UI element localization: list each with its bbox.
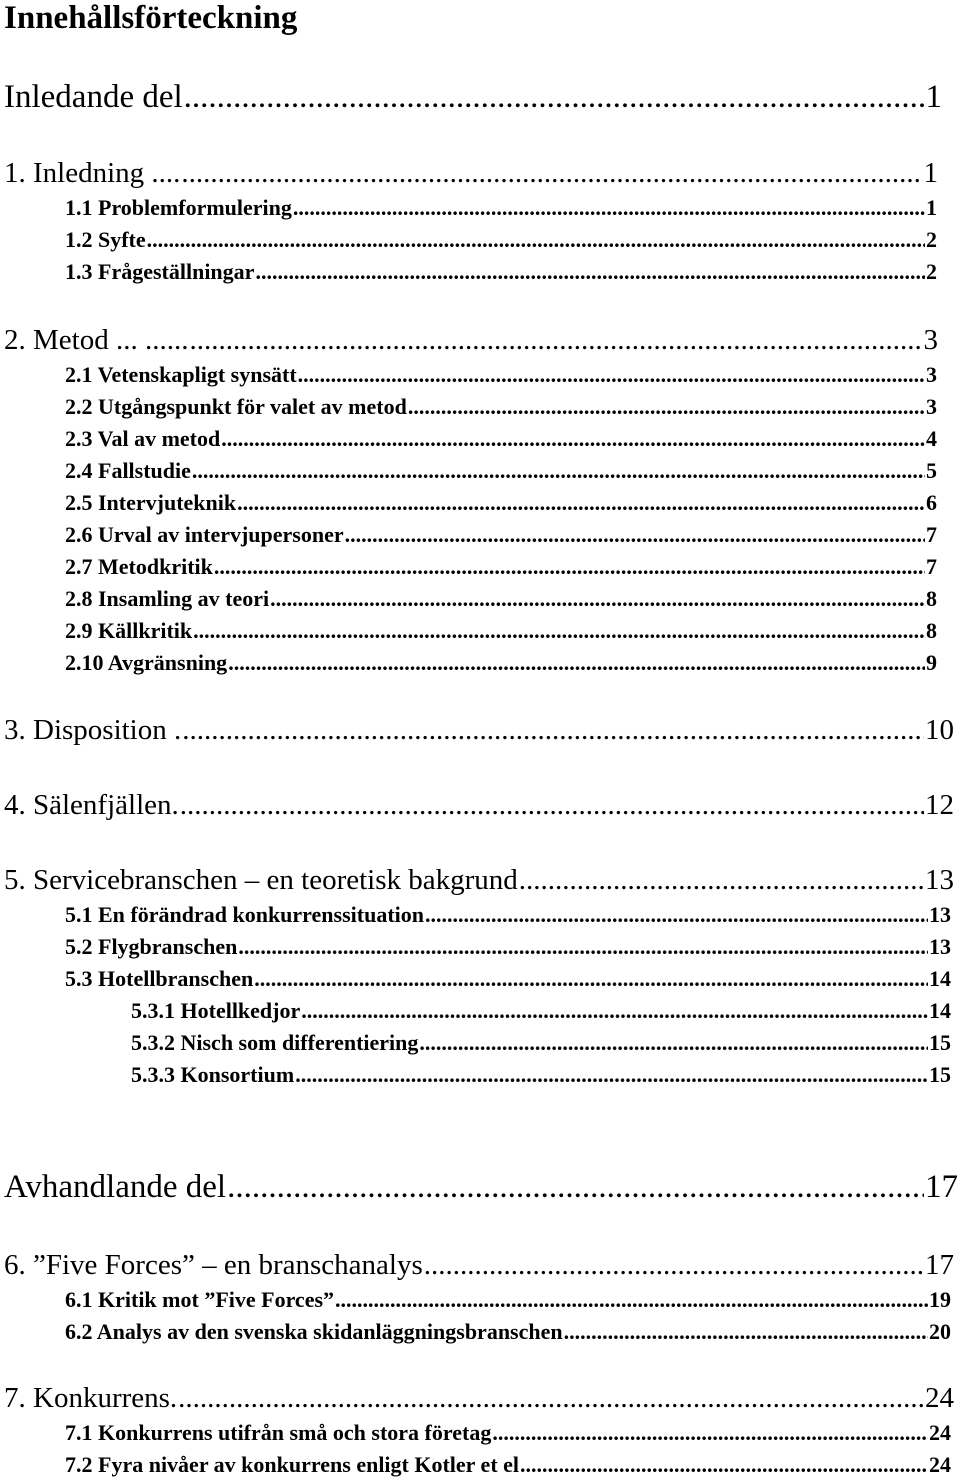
toc-entry-label: 5. Servicebranschen – en teoretisk bakgrund	[4, 864, 518, 896]
toc-entry-label: 3. Disposition .	[4, 714, 182, 746]
toc-entry-label: 6.2 Analys av den svenska skidanläggningsbranschen	[65, 1319, 563, 1344]
dot-leader	[295, 1061, 928, 1089]
toc-entry-section[interactable]	[65, 1451, 951, 1479]
toc-entry-section[interactable]	[65, 933, 951, 961]
toc-entry-label: 6. ”Five Forces” – en branschanalys	[4, 1249, 423, 1281]
toc-entry-chapter-5[interactable]	[4, 863, 954, 897]
toc-entry-label: 2.6 Urval av intervjupersoner	[65, 522, 344, 547]
toc-entry-page: 4	[926, 426, 937, 451]
toc-entry-page: 1	[926, 195, 937, 220]
toc-entry-label: 2.3 Val av metod	[65, 426, 221, 451]
toc-entry-page: 13	[925, 864, 954, 896]
toc-entry-label: Inledande del	[4, 79, 183, 115]
toc-entry-page: 8	[926, 586, 937, 611]
toc-entry-label: 2.7 Metodkritik	[65, 554, 213, 579]
toc-entry-label: 1.3 Frågeställningar	[65, 259, 255, 284]
toc-entry-page: 15	[929, 1030, 951, 1055]
toc-entry-subsection[interactable]	[131, 1029, 951, 1057]
toc-entry-part-inledande[interactable]	[4, 77, 942, 117]
toc-entry-page: 1	[925, 79, 942, 115]
toc-entry-page: 24	[929, 1452, 951, 1477]
toc-entry-label: 7. Konkurrens.	[4, 1382, 178, 1414]
toc-entry-label: 2. Metod ... ......	[4, 324, 189, 356]
toc-entry-page: 8	[926, 618, 937, 643]
toc-entry-page: 17	[925, 1169, 958, 1205]
toc-entry-page: 3	[926, 362, 937, 387]
toc-entry-section[interactable]	[65, 425, 937, 453]
dot-leader	[425, 901, 928, 929]
toc-entry-section[interactable]	[65, 457, 937, 485]
toc-entry-label: 5.3 Hotellbranschen	[65, 966, 254, 991]
toc-entry-label: 2.4 Fallstudie	[65, 458, 191, 483]
toc-entry-label: 1.2 Syfte	[65, 227, 146, 252]
toc-entry-page: 5	[926, 458, 937, 483]
toc-entry-page: 24	[925, 1382, 954, 1414]
toc-entry-subsection[interactable]	[131, 1061, 951, 1089]
dot-leader	[419, 1029, 928, 1057]
toc-entry-page: 10	[925, 714, 954, 746]
toc-entry-section[interactable]	[65, 649, 937, 677]
dot-leader	[298, 361, 925, 389]
toc-entry-page: 3	[926, 394, 937, 419]
toc-entry-page: 13	[929, 902, 951, 927]
toc-entry-page: 7	[926, 554, 937, 579]
toc-entry-page: 14	[929, 998, 951, 1023]
toc-entry-section[interactable]	[65, 489, 937, 517]
dot-leader	[181, 156, 922, 190]
dot-leader	[238, 933, 928, 961]
dot-leader	[255, 258, 925, 286]
toc-entry-label: 5.1 En förändrad konkurrenssituation	[65, 902, 425, 927]
toc-entry-chapter-7[interactable]	[4, 1381, 954, 1415]
toc-entry-label: 5.2 Flygbranschen	[65, 934, 238, 959]
toc-entry-page: 14	[929, 966, 951, 991]
toc-entry-label: 2.9 Källkritik	[65, 618, 193, 643]
toc-entry-label: 6.1 Kritik mot ”Five Forces”	[65, 1287, 335, 1312]
toc-entry-page: 9	[926, 650, 937, 675]
dot-leader	[184, 77, 925, 117]
toc-entry-label: 2.2 Utgångspunkt för valet av metod	[65, 394, 407, 419]
toc-entry-section[interactable]	[65, 553, 937, 581]
dot-leader	[564, 1318, 928, 1346]
toc-entry-page: 13	[929, 934, 951, 959]
dot-leader	[254, 965, 928, 993]
toc-entry-page: 2	[926, 259, 937, 284]
toc-entry-page: 7	[926, 522, 937, 547]
toc-entry-section[interactable]	[65, 965, 951, 993]
dot-leader	[214, 553, 925, 581]
toc-entry-page: 12	[925, 789, 954, 821]
toc-entry-label: 1. Inledning ....	[4, 157, 181, 189]
dot-leader	[270, 585, 925, 613]
toc-entry-chapter-4[interactable]	[4, 788, 954, 822]
dot-leader	[301, 997, 928, 1025]
toc-entry-page: 1	[923, 157, 938, 189]
dot-leader	[178, 1381, 924, 1415]
toc-entry-section[interactable]	[65, 194, 937, 222]
toc-entry-page: 2	[926, 227, 937, 252]
dot-leader	[182, 713, 924, 747]
toc-entry-section[interactable]	[65, 393, 937, 421]
dot-leader	[189, 323, 922, 357]
toc-entry-page: 6	[926, 490, 937, 515]
toc-entry-chapter-6[interactable]	[4, 1248, 954, 1282]
dot-leader	[293, 194, 925, 222]
toc-entry-label: 5.3.2 Nisch som differentiering	[131, 1030, 419, 1055]
dot-leader	[408, 393, 925, 421]
toc-entry-label: 7.1 Konkurrens utifrån små och stora företag	[65, 1420, 492, 1445]
dot-leader	[221, 425, 925, 453]
dot-leader	[237, 489, 925, 517]
toc-entry-section[interactable]	[65, 1419, 951, 1447]
dot-leader	[519, 863, 924, 897]
toc-entry-page: 20	[929, 1319, 951, 1344]
toc-entry-part-avhandlande[interactable]	[4, 1167, 958, 1207]
toc-entry-label: 4. Sälenfjällen.	[4, 789, 179, 821]
toc-entry-section[interactable]	[65, 361, 937, 389]
toc-entry-section[interactable]	[65, 617, 937, 645]
toc-entry-page: 19	[929, 1287, 951, 1312]
toc-entry-chapter-3[interactable]	[4, 713, 954, 747]
toc-entry-section[interactable]	[65, 585, 937, 613]
toc-entry-label: 2.10 Avgränsning	[65, 650, 228, 675]
dot-leader	[335, 1286, 928, 1314]
toc-entry-chapter-2[interactable]	[4, 323, 938, 357]
toc-entry-section[interactable]	[65, 258, 937, 286]
dot-leader	[193, 617, 925, 645]
toc-entry-chapter-1[interactable]	[4, 156, 938, 190]
toc-entry-section[interactable]	[65, 1318, 951, 1346]
toc-entry-label: 5.3.1 Hotellkedjor	[131, 998, 301, 1023]
dot-leader	[424, 1248, 924, 1282]
dot-leader	[227, 1167, 924, 1207]
dot-leader	[492, 1419, 928, 1447]
toc-entry-label: 2.8 Insamling av teori	[65, 586, 270, 611]
dot-leader	[147, 226, 925, 254]
toc-entry-page: 15	[929, 1062, 951, 1087]
toc-entry-page: 3	[923, 324, 938, 356]
toc-entry-section[interactable]	[65, 901, 951, 929]
toc-entry-label: 2.5 Intervjuteknik	[65, 490, 237, 515]
toc-entry-label: 2.1 Vetenskapligt synsätt	[65, 362, 297, 387]
toc-entry-label: 1.1 Problemformulering	[65, 195, 292, 220]
dot-leader	[520, 1451, 928, 1479]
toc-entry-page: 17	[925, 1249, 954, 1281]
toc-entry-section[interactable]	[65, 226, 937, 254]
dot-leader	[345, 521, 925, 549]
dot-leader	[180, 788, 924, 822]
toc-entry-subsection[interactable]	[131, 997, 951, 1025]
dot-leader	[192, 457, 925, 485]
toc-entry-label: Avhandlande del	[4, 1169, 227, 1205]
toc-entry-section[interactable]	[65, 521, 937, 549]
toc-heading: Innehållsförteckning	[4, 0, 298, 36]
toc-entry-label: 7.2 Fyra nivåer av konkurrens enligt Kotler et el	[65, 1452, 520, 1477]
toc-entry-page: 24	[929, 1420, 951, 1445]
toc-entry-label: 5.3.3 Konsortium	[131, 1062, 295, 1087]
dot-leader	[228, 649, 925, 677]
toc-entry-section[interactable]	[65, 1286, 951, 1314]
